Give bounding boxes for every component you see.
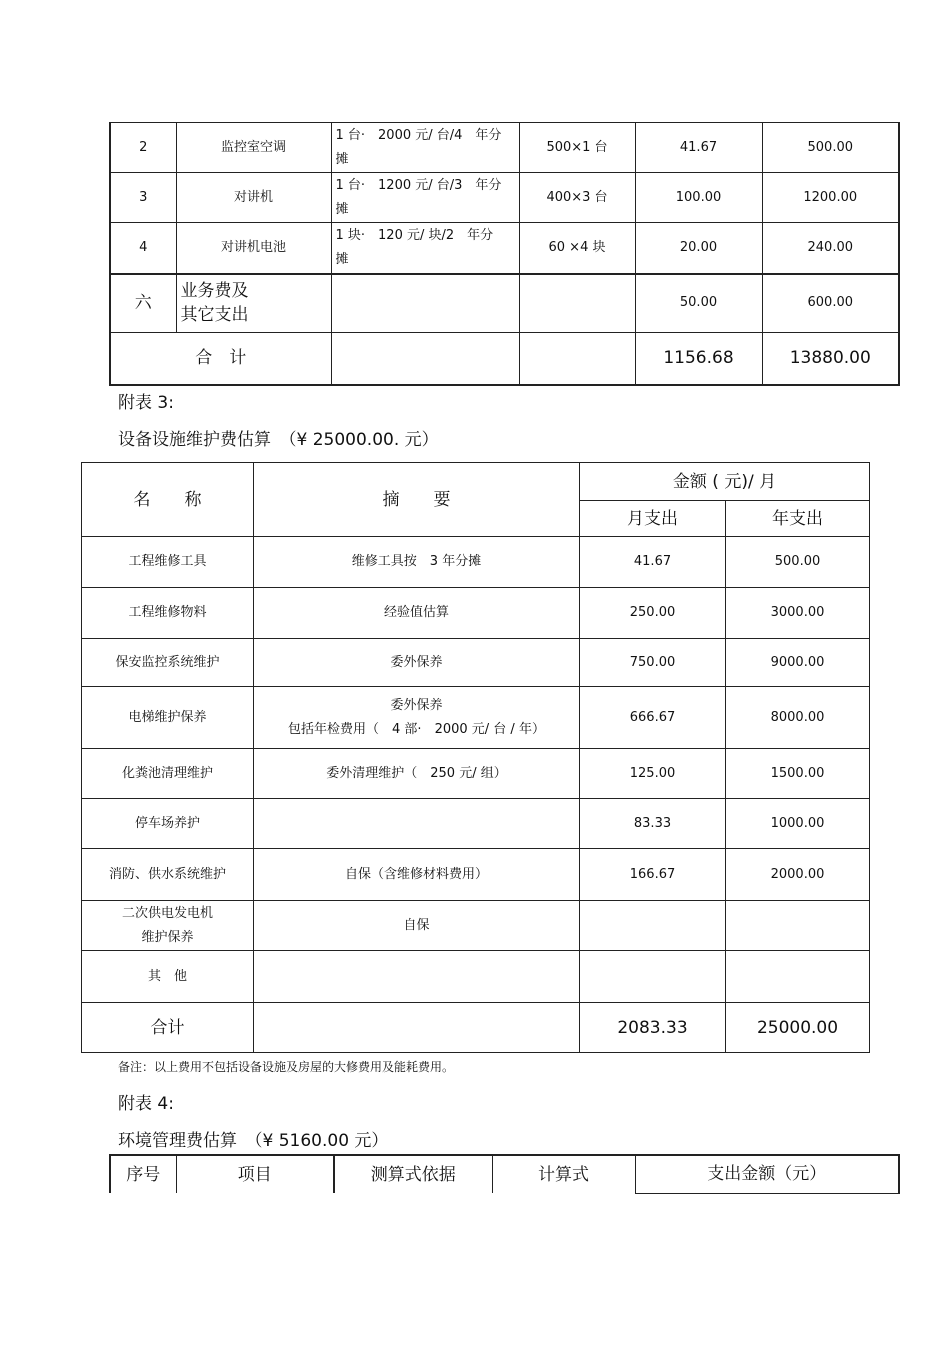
- section-number: 六: [110, 274, 176, 333]
- yearly-amount: 1500.00: [726, 749, 870, 799]
- basis-cell: 1 块· 120 元/ 块/2 年分 摊: [331, 223, 519, 274]
- environment-cost-table: [109, 1154, 900, 1194]
- table-row: [110, 173, 899, 223]
- item-name: 其 他: [82, 951, 254, 1003]
- total-monthly: 2083.33: [580, 1003, 726, 1053]
- item-summary: [254, 799, 580, 849]
- appendix4-caption: 附表 4:: [118, 1094, 174, 1114]
- formula-cell: 400×3 台: [519, 173, 635, 223]
- item-name: 消防、供水系统维护: [82, 849, 254, 901]
- item-name: 化粪池清理维护: [82, 749, 254, 799]
- yearly-amount: 1200.00: [762, 173, 899, 223]
- table-row: [82, 951, 870, 1003]
- item-summary: 自保: [254, 901, 580, 951]
- item-name: 对讲机: [176, 173, 331, 223]
- item-name: 对讲机电池: [176, 223, 331, 274]
- total-label: 合 计: [110, 333, 331, 385]
- header-summary: 摘 要: [254, 463, 580, 537]
- header-month: 月支出: [580, 501, 726, 537]
- appendix4-title: 环境管理费估算 （¥ 5160.00 元）: [118, 1131, 389, 1151]
- basis-cell: [331, 274, 519, 333]
- yearly-amount: 500.00: [762, 123, 899, 173]
- header-amount: 金额 ( 元)/ 月: [580, 463, 870, 501]
- appendix3-title: 设备设施维护费估算 （¥ 25000.00. 元）: [118, 430, 439, 450]
- monthly-amount: 125.00: [580, 749, 726, 799]
- monthly-amount: [580, 951, 726, 1003]
- yearly-amount: 8000.00: [726, 687, 870, 749]
- total-row: [82, 1003, 870, 1053]
- yearly-amount: 500.00: [726, 537, 870, 588]
- item-summary: 自保（含维修材料费用）: [254, 849, 580, 901]
- monthly-amount: 250.00: [580, 588, 726, 639]
- table-row: [82, 901, 870, 951]
- table-row: [82, 687, 870, 749]
- row-number: 2: [110, 123, 176, 173]
- item-summary: [254, 951, 580, 1003]
- total-monthly: 1156.68: [635, 333, 762, 385]
- item-name: 二次供电发电机 维护保养: [82, 901, 254, 951]
- yearly-amount: 240.00: [762, 223, 899, 274]
- yearly-amount: 3000.00: [726, 588, 870, 639]
- item-summary: 委外清理维护（ 250 元/ 组）: [254, 749, 580, 799]
- formula-cell: 60 ×4 块: [519, 223, 635, 274]
- yearly-amount: 9000.00: [726, 639, 870, 687]
- item-name: 电梯维护保养: [82, 687, 254, 749]
- table-row: [82, 749, 870, 799]
- header-item: 项目: [176, 1155, 334, 1193]
- header-amount: 支出金额（元）: [635, 1155, 899, 1193]
- yearly-amount: 2000.00: [726, 849, 870, 901]
- item-name: 工程维修工具: [82, 537, 254, 588]
- total-yearly: 25000.00: [726, 1003, 870, 1053]
- section-name: 业务费及 其它支出: [176, 274, 331, 333]
- basis-cell: [331, 333, 519, 385]
- item-name: 停车场养护: [82, 799, 254, 849]
- monthly-amount: 750.00: [580, 639, 726, 687]
- header-formula: 计算式: [492, 1155, 635, 1193]
- total-label: 合计: [82, 1003, 254, 1053]
- monthly-amount: 166.67: [580, 849, 726, 901]
- row-number: 3: [110, 173, 176, 223]
- yearly-amount: [726, 901, 870, 951]
- item-name: 工程维修物料: [82, 588, 254, 639]
- item-summary: 委外保养 包括年检费用（ 4 部· 2000 元/ 台 / 年）: [254, 687, 580, 749]
- monthly-amount: 666.67: [580, 687, 726, 749]
- basis-cell: 1 台· 2000 元/ 台/4 年分 摊: [331, 123, 519, 173]
- yearly-amount: 600.00: [762, 274, 899, 333]
- monthly-amount: 20.00: [635, 223, 762, 274]
- table-row: [82, 849, 870, 901]
- table-row: [82, 588, 870, 639]
- header-row: [82, 463, 870, 501]
- table-row: [82, 799, 870, 849]
- item-summary: [254, 1003, 580, 1053]
- header-number: 序号: [110, 1155, 176, 1193]
- monthly-amount: [580, 901, 726, 951]
- item-summary: 经验值估算: [254, 588, 580, 639]
- total-yearly: 13880.00: [762, 333, 899, 385]
- header-row: [110, 1155, 899, 1193]
- item-name: 保安监控系统维护: [82, 639, 254, 687]
- basis-cell: 1 台· 1200 元/ 台/3 年分 摊: [331, 173, 519, 223]
- yearly-amount: [726, 951, 870, 1003]
- yearly-amount: 1000.00: [726, 799, 870, 849]
- table-row: [82, 639, 870, 687]
- formula-cell: [519, 333, 635, 385]
- table-row: [110, 223, 899, 274]
- monthly-amount: 83.33: [580, 799, 726, 849]
- table-row: [110, 123, 899, 173]
- total-row: [110, 333, 899, 385]
- appendix3-caption: 附表 3:: [118, 393, 174, 413]
- maintenance-cost-table: [81, 462, 870, 1053]
- formula-cell: 500×1 台: [519, 123, 635, 173]
- header-year: 年支出: [726, 501, 870, 537]
- equipment-cost-table: [109, 122, 900, 386]
- item-summary: 委外保养: [254, 639, 580, 687]
- table-row: [110, 274, 899, 333]
- monthly-amount: 41.67: [580, 537, 726, 588]
- header-basis: 测算式依据: [334, 1155, 492, 1193]
- header-name: 名 称: [82, 463, 254, 537]
- monthly-amount: 50.00: [635, 274, 762, 333]
- monthly-amount: 100.00: [635, 173, 762, 223]
- appendix3-note: 备注：以上费用不包括设备设施及房屋的大修费用及能耗费用。: [118, 1060, 455, 1074]
- item-name: 监控室空调: [176, 123, 331, 173]
- row-number: 4: [110, 223, 176, 274]
- monthly-amount: 41.67: [635, 123, 762, 173]
- table-row: [82, 537, 870, 588]
- item-summary: 维修工具按 3 年分摊: [254, 537, 580, 588]
- formula-cell: [519, 274, 635, 333]
